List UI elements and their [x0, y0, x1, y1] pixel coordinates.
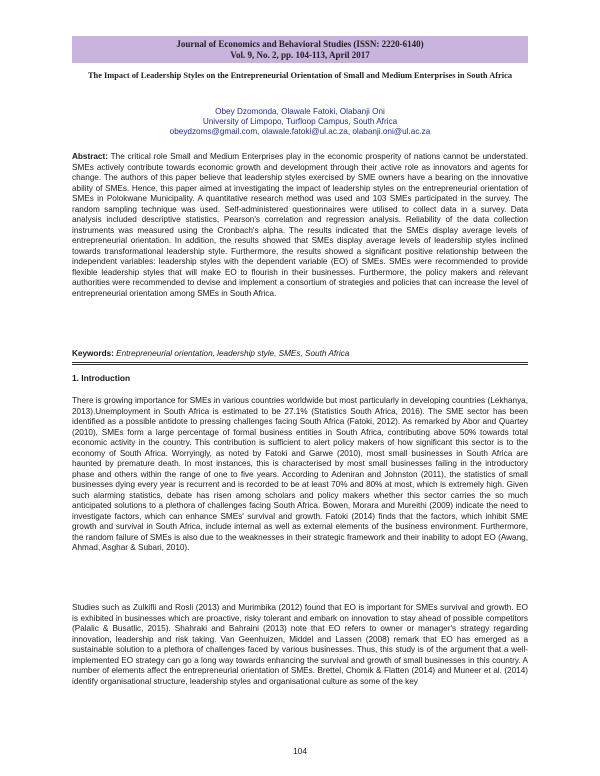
journal-volume-info: Vol. 9, No. 2, pp. 104-113, April 2017	[230, 50, 370, 60]
abstract-label: Abstract:	[72, 152, 108, 161]
divider-line	[72, 364, 528, 365]
section-heading: 1. Introduction	[72, 373, 131, 383]
author-emails: obeydzoms@gmail.com, olawale.fatoki@ul.ac.za, olabanji.oni@ul.ac.za	[169, 127, 431, 136]
page-number: 104	[293, 746, 307, 756]
abstract-text: The critical role Small and Medium Enterprises play in the economic prosperity of nations cannot be understated. SMEs actively contribute towards economic growth and development through their active role as innovators and agents for change. The authors of this paper believe that leadership styles exercised by SME owners have a bearing on the innovative ability of SMEs. Hence, this paper aimed at investigating the impact of leadership styles on the entrepreneurial orientation of SMEs in Polokwane Municipality. A quantitative research method was used and 103 SMEs participated in the survey. The random sampling technique was used. Self-administered questionnaires were utilised to collect data in a survey. Data analysis included descriptive statistics, Pearson's correlation and regression analysis. Reliability of the data collection instruments was measured using the Cronbach's alpha. The results indicated that the SMEs display average levels of entrepreneurial orientation. In addition, the results showed that SMEs display average levels of leadership styles inclined towards transformational leadership style. Furthermore, the results showed a significant positive relationship between the independent variables: leadership styles with the dependent variable (EO) of SMEs. SMEs were recommended to provide flexible leadership styles that will make EO to flourish in their businesses. Furthermore, the policy makers and relevant authorities were recommended to devise and implement a consortium of strategies and policies that can increase the level of entrepreneurial orientation among SMEs in South Africa.	[72, 152, 528, 298]
keywords-label: Keywords:	[72, 349, 114, 358]
journal-header-banner	[72, 36, 528, 63]
keywords	[72, 349, 528, 360]
author-affiliation: University of Limpopo, Turfloop Campus, South Africa	[202, 117, 398, 126]
divider-line	[72, 362, 528, 363]
body-paragraph: There is growing importance for SMEs in various countries worldwide but most particularly in developing countries (Lekhanya, 2013).Unemployment in South Africa is estimated to be 27.1% (Statistics South Africa, 2016). The SME sector has been identified as a possible antidote to pressing challenges facing South Africa (Fatoki, 2012). As remarked by Abor and Quartey (2010), SMEs form a large percentage of formal business entities in South Africa, contributing above 50% towards total economic activity in the country. This contribution is sufficient to alert policy makers of how significant this sector is to the economy of South Africa. Worryingly, as noted by Fatoki and Garwe (2010), most small businesses in South Africa are haunted by premature death. In most instances, this is characterised by most small businesses failing in the introductory phase and others within the range of one to five years. According to Adeniran and Johnston (2011), the statistics of small businesses dying every year is recurrent and is recorded to be at least 70% and 80% at most, which is extremely high. Given such alarming statistics, debate has risen among scholars and policy makers whether this sector carries the so much anticipated solutions to a plethora of challenges facing South Africa. Bowen, Morara and Mureithi (2009) indicate the need to investigate factors, which can enhance SMEs' survival and growth. Fatoki (2014) finds that the factors, which inhibit SME growth and survival in South Africa, include internal as well as external elements of the business environment. Furthermore, the random failure of SMEs is also due to the weaknesses in their strategic framework and their inability to adopt EO (Awang, Ahmad, Asghar & Subari, 2010).	[72, 396, 528, 552]
author-list: Obey Dzomonda, Olawale Fatoki, Olabanji Oni	[215, 107, 385, 116]
abstract	[72, 152, 528, 299]
journal-name: Journal of Economics and Behavioral Studies (ISSN: 2220-6140)	[176, 39, 424, 49]
keywords-text: Entrepreneurial orientation, leadership style, SMEs, South Africa	[113, 349, 350, 358]
paper-title: The Impact of Leadership Styles on the Entrepreneurial Orientation of Small and Medium Enterprises in South Africa	[87, 71, 513, 80]
body-paragraph: Studies such as Zulkifli and Rosli (2013) and Murimbika (2012) found that EO is important for SMEs survival and growth. EO is exhibited in businesses which are proactive, risky tolerant and embark on innovation to stay ahead of possible competitors (Palalic & Busatlic, 2015). Shahraki and Bahraini (2013) note that EO refers to owner or manager's strategy regarding innovation, leadership and risk taking. Van Geenhuizen, Middel and Lassen (2008) remark that EO has emerged as a sustainable solution to a plethora of challenges faced by various businesses. Thus, this study is of the argument that a well-implemented EO strategy can go a long way towards enhancing the survival and growth of small businesses in this country. A number of elements affect the entrepreneurial orientation of SMEs. Brettel, Chomik & Flatten (2014) and Muneer et al. (2014) identify organisational structure, leadership styles and organisational culture as some of the key	[72, 603, 528, 686]
